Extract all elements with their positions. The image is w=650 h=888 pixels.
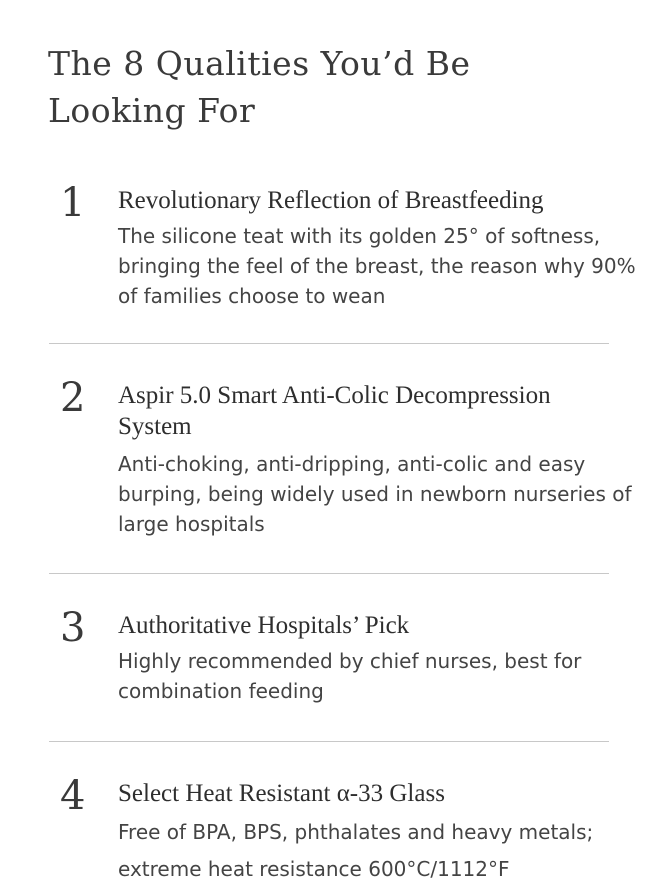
item-description: Highly recommended by chief nurses, best for combination feeding (118, 649, 582, 703)
item-number: 2 (60, 375, 86, 421)
divider (49, 573, 609, 574)
section-heading: The 8 Qualities You’d Be Looking For (48, 44, 471, 130)
item-title: Revolutionary Reflection of Breastfeeding (118, 187, 544, 214)
item-number: 1 (60, 180, 86, 226)
item-description: The silicone teat with its golden 25° of softness, bringing the feel of the breast, the reason why 90% of families choose to wean (118, 224, 636, 308)
item-title: Select Heat Resistant α-33 Glass (118, 780, 445, 807)
divider (49, 741, 609, 742)
item-number: 4 (60, 773, 86, 819)
item-title: Authoritative Hospitals’ Pick (118, 612, 410, 639)
item-title: Aspir 5.0 Smart Anti-Colic Decompression System (118, 382, 551, 440)
item-number: 3 (60, 605, 86, 651)
item-description: Anti-choking, anti-dripping, anti-colic and easy burping, being widely used in newborn nurseries of large hospitals (118, 452, 632, 536)
divider (49, 343, 609, 344)
item-description: Free of BPA, BPS, phthalates and heavy metals; extreme heat resistance 600°C/1112°F (118, 820, 594, 881)
